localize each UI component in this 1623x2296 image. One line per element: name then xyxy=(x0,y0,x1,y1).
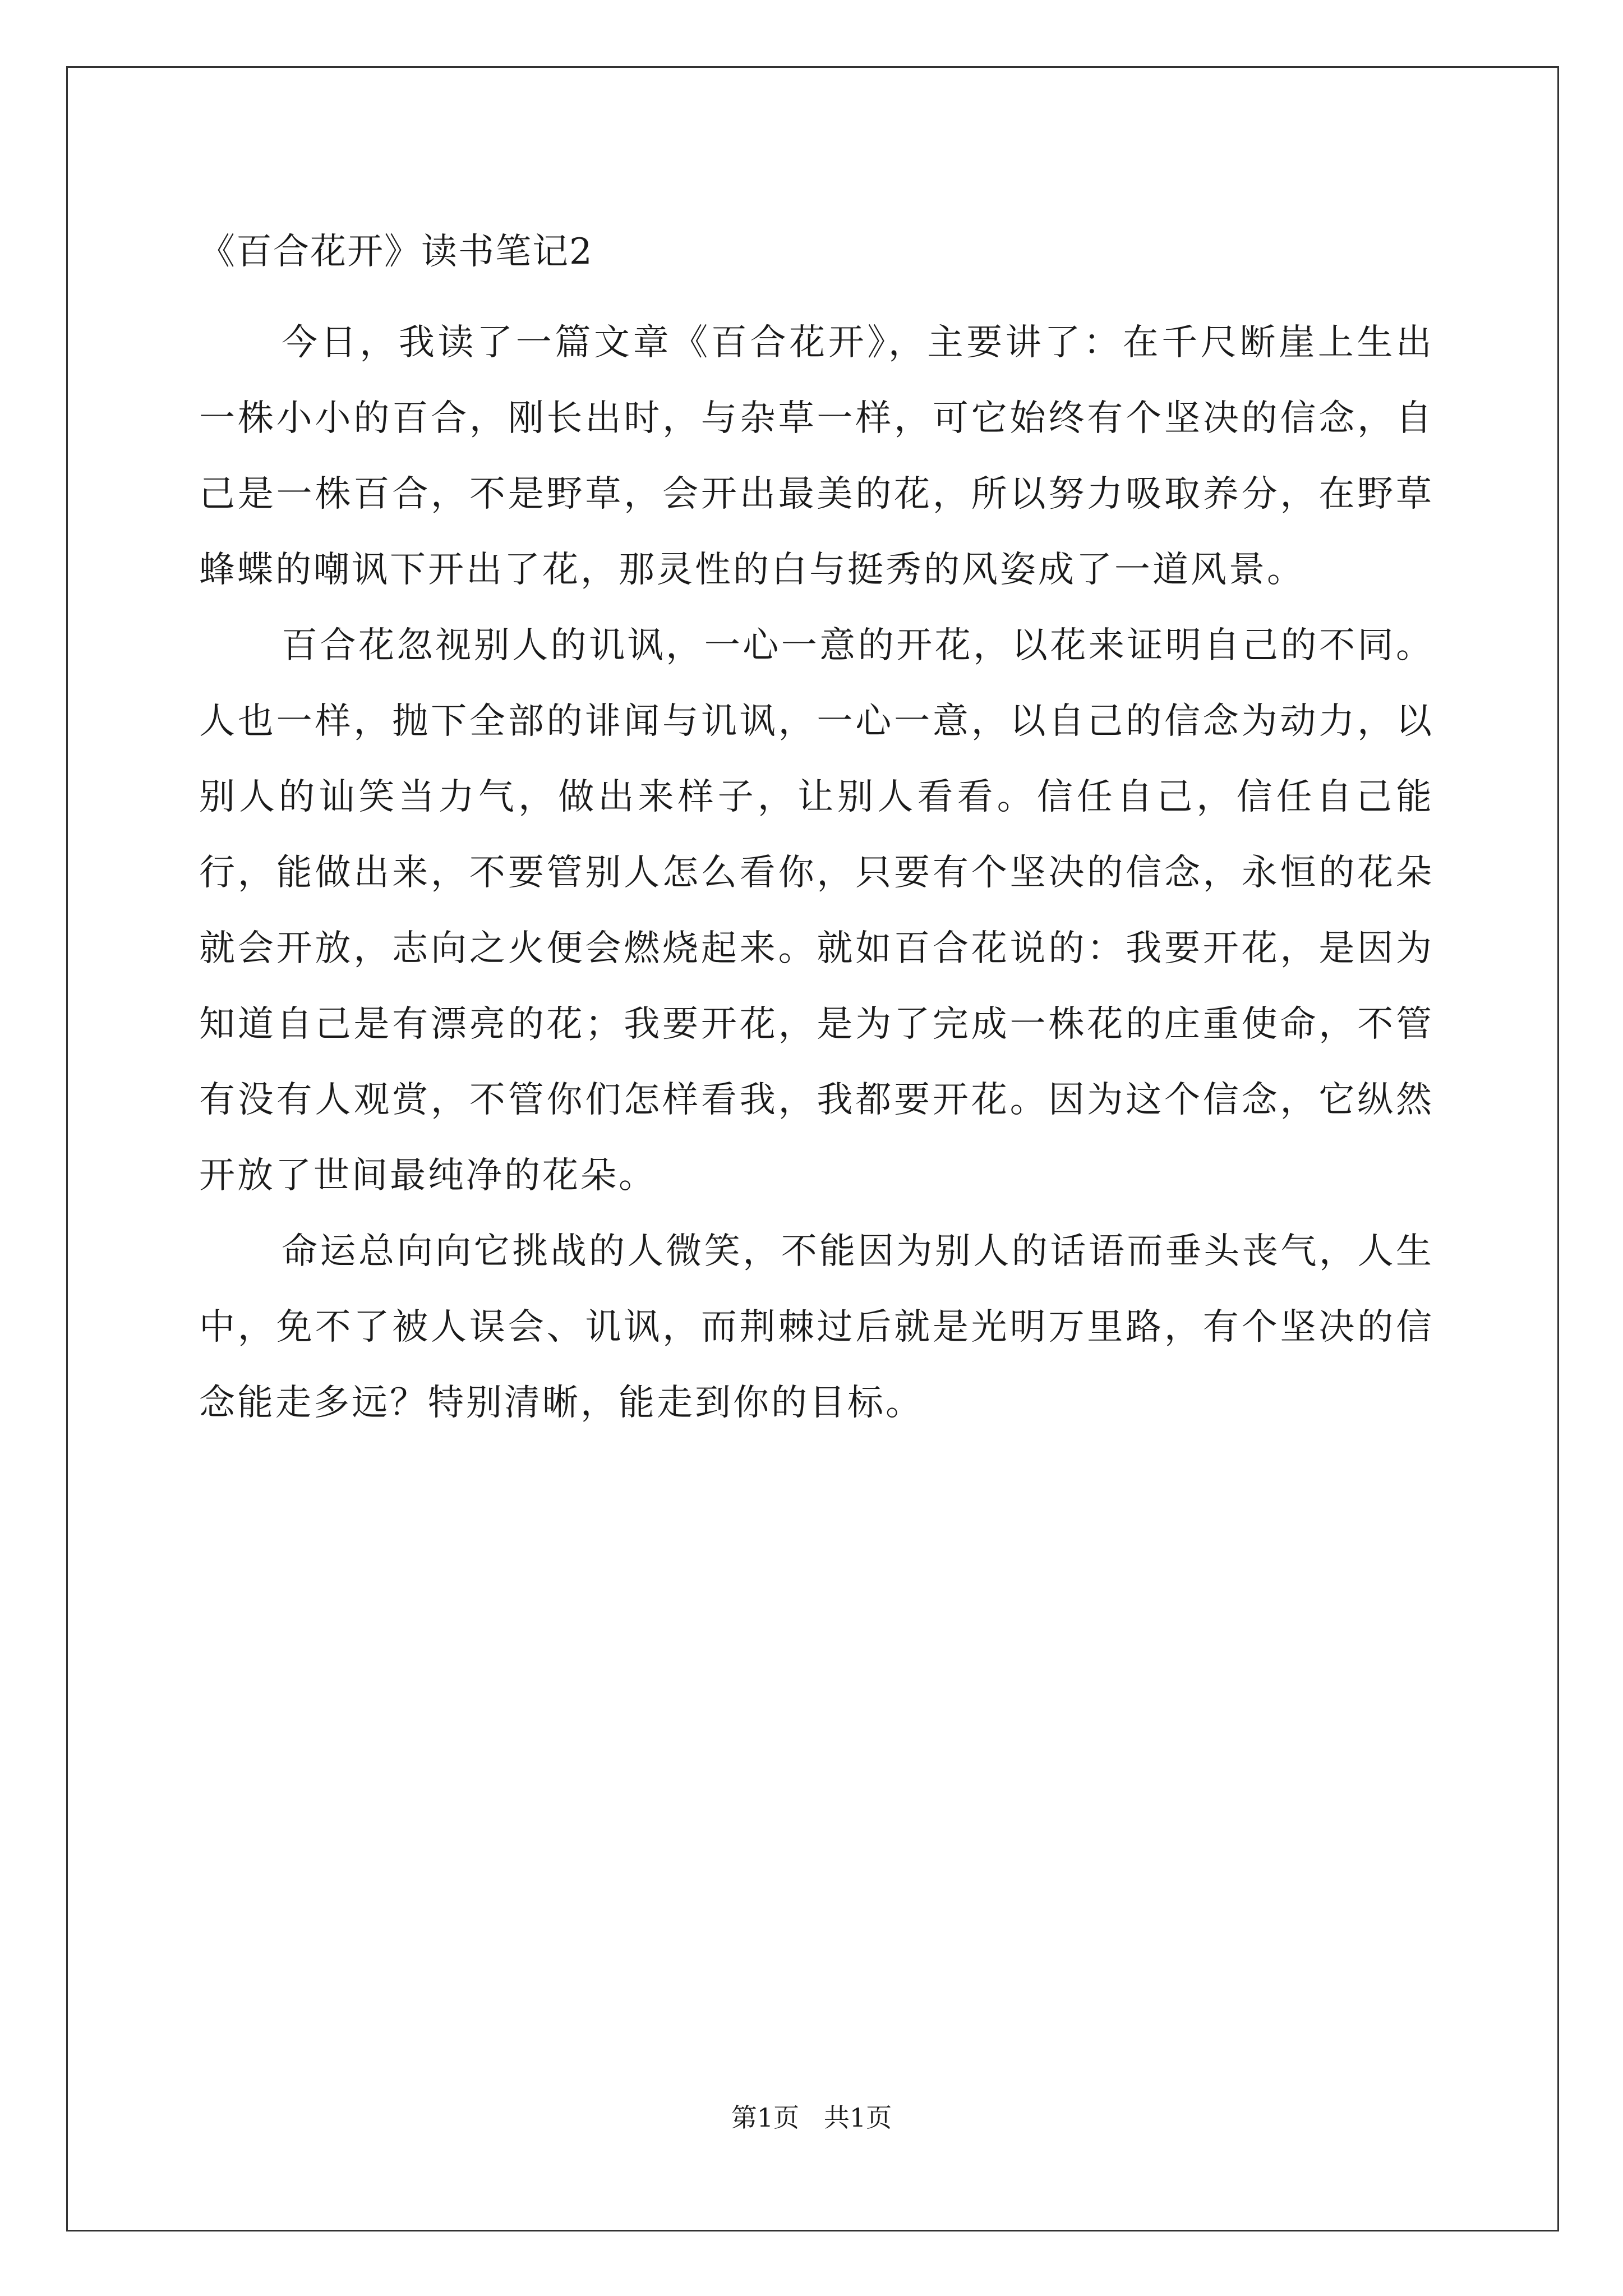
document-title: 《百合花开》读书笔记2 xyxy=(199,231,593,273)
paragraph-2: 百合花忽视别人的讥讽，一心一意的开花，以花来证明自己的不同。人也一样，抛下全部的诽闻与讥讽，一心一意，以自己的信念为动力，以别人的讪笑当力气，做出来样子，让别人看看。信任自己，信任自己能行，能做出来，不要管别人怎么看你，只要有个坚决的信念，永恒的花朵就会开放，志向之火便会燃烧起来。就如百合花说的：我要开花，是因为知道自己是有漂亮的花；我要开花，是为了完成一株花的庄重使命，不管有没有人观赏，不管你们怎样看我，我都要开花。因为这个信念，它纵然开放了世间最纯净的花朵。 xyxy=(199,625,1434,1197)
page-number-footer: 第1页 共1页 xyxy=(731,2102,892,2133)
paragraph-3: 命运总向向它挑战的人微笑，不能因为别人的话语而垂头丧气，人生中，免不了被人误会、讥讽，而荆棘过后就是光明万里路，有个坚决的信念能走多远？特别清晰，能走到你的目标。 xyxy=(199,1231,1434,1424)
document-body xyxy=(199,220,1434,1441)
paragraph-1: 今日，我读了一篇文章《百合花开》，主要讲了：在千尺断崖上生出一株小小的百合，刚长出时，与杂草一样，可它始终有个坚决的信念，自己是一株百合，不是野草，会开出最美的花，所以努力吸取养分，在野草蜂蝶的嘲讽下开出了花，那灵性的白与挺秀的风姿成了一道风景。 xyxy=(199,322,1434,591)
